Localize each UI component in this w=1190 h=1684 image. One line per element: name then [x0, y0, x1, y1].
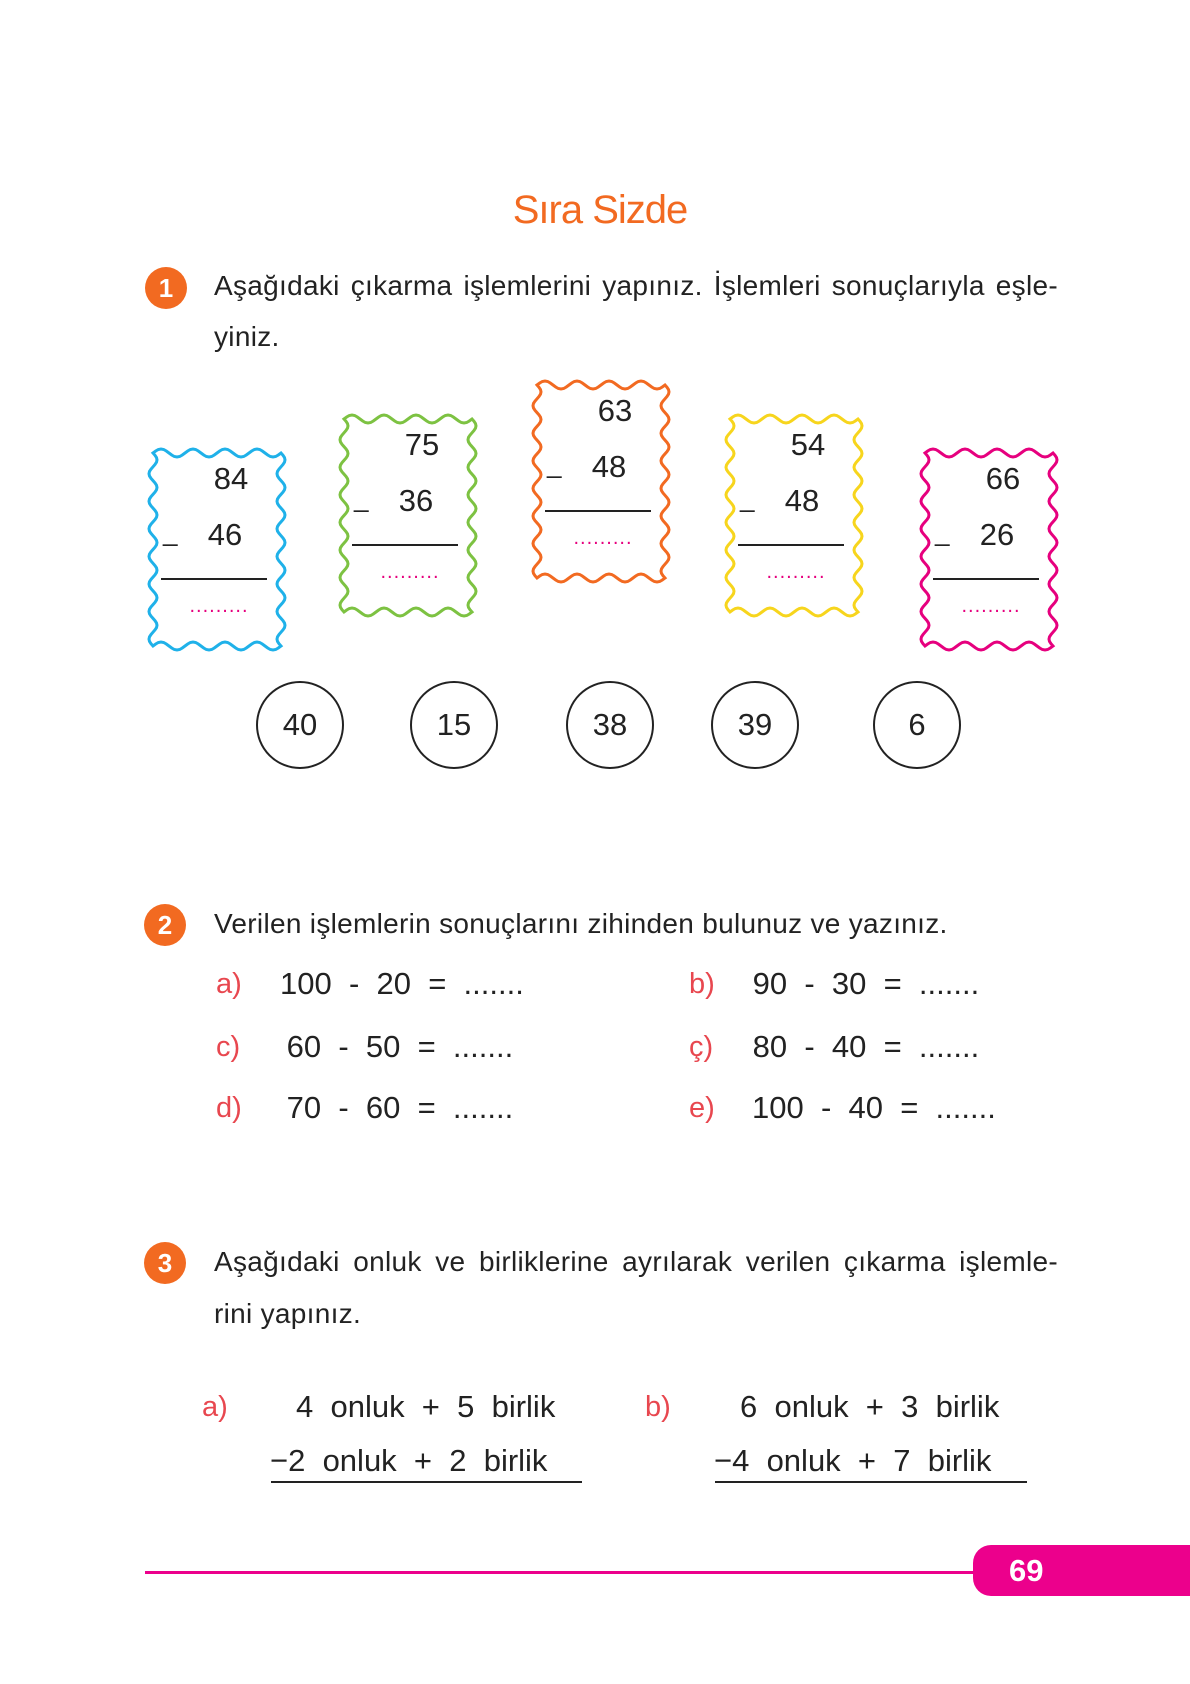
result-circle-2[interactable]: 15 — [410, 681, 498, 769]
subtraction-card-5 — [921, 449, 1057, 650]
operation-3a-line1: 4 onluk + 5 birlik — [296, 1389, 556, 1424]
minuend: 66 — [985, 461, 1021, 496]
item-label-a: a) — [216, 968, 242, 1000]
item-label-3a: a) — [202, 1391, 228, 1423]
subtraction-card-4 — [726, 415, 862, 616]
result-rule — [738, 544, 844, 546]
question-3-badge: 3 — [144, 1242, 186, 1284]
item-label-e: e) — [689, 1092, 715, 1124]
item-label-cc: ç) — [689, 1031, 714, 1063]
minus-sign: _ — [740, 483, 755, 513]
question-2-text: Verilen işlemlerin sonuçlarını zihinden bulunuz ve yazınız. — [214, 908, 948, 939]
operation-3b-line2: −4 onluk + 7 birlik — [714, 1443, 992, 1478]
result-rule — [352, 544, 458, 546]
item-label-3b: b) — [645, 1391, 671, 1423]
result-circle-4[interactable]: 39 — [711, 681, 799, 769]
page-number: 69 — [973, 1545, 1190, 1596]
question-1-badge: 1 — [145, 267, 187, 309]
result-rule — [545, 510, 651, 512]
answer-blank[interactable]: ......... — [766, 561, 826, 583]
subtrahend: 46 — [207, 517, 243, 552]
question-1-text-line1: Aşağıdaki çıkarma işlemlerini yapınız. İşlemleri sonuçlarıyla eşle- — [214, 270, 1058, 301]
item-label-c: c) — [216, 1031, 241, 1063]
question-3-text-line1: Aşağıdaki onluk ve birliklerine ayrılarak verilen çıkarma işlemle- — [214, 1246, 1058, 1277]
operation-3a-line2: −2 onluk + 2 birlik — [270, 1443, 548, 1478]
answer-blank[interactable]: ......... — [573, 527, 633, 549]
footer-divider — [145, 1571, 985, 1574]
operation-3b-line1: 6 onluk + 3 birlik — [740, 1389, 1000, 1424]
subtraction-card-1 — [149, 449, 285, 650]
result-circle-3[interactable]: 38 — [566, 681, 654, 769]
minuend: 84 — [213, 461, 249, 496]
item-label-b: b) — [689, 968, 715, 1000]
minus-sign: _ — [935, 517, 950, 547]
subtraction-card-3 — [533, 381, 669, 582]
result-rule — [161, 578, 267, 580]
item-label-d: d) — [216, 1092, 242, 1124]
minuend: 63 — [597, 393, 633, 428]
expression-b[interactable]: 90 - 30 = ....... — [744, 966, 980, 1001]
section-title: Sıra Sizde — [512, 188, 688, 232]
expression-a[interactable]: 100 - 20 = ....... — [280, 966, 524, 1001]
result-rule — [933, 578, 1039, 580]
subtraction-card-2 — [340, 415, 476, 616]
question-3-text-line2: rini yapınız. — [214, 1298, 362, 1329]
answer-line-3b — [715, 1481, 1027, 1483]
answer-line-3a — [271, 1481, 582, 1483]
expression-e[interactable]: 100 - 40 = ....... — [752, 1090, 996, 1125]
answer-blank[interactable]: ......... — [961, 595, 1021, 617]
subtrahend: 48 — [784, 483, 820, 518]
answer-blank[interactable]: ......... — [380, 561, 440, 583]
expression-d[interactable]: 70 - 60 = ....... — [278, 1090, 514, 1125]
question-2-badge: 2 — [144, 904, 186, 946]
minus-sign: _ — [163, 517, 178, 547]
minus-sign: _ — [354, 483, 369, 513]
result-circle-1[interactable]: 40 — [256, 681, 344, 769]
subtrahend: 36 — [398, 483, 434, 518]
minuend: 54 — [790, 427, 826, 462]
result-circle-5[interactable]: 6 — [873, 681, 961, 769]
question-1-text-line2: yiniz. — [214, 321, 280, 352]
expression-c[interactable]: 60 - 50 = ....... — [278, 1029, 514, 1064]
expression-cc[interactable]: 80 - 40 = ....... — [744, 1029, 980, 1064]
minuend: 75 — [404, 427, 440, 462]
answer-blank[interactable]: ......... — [189, 595, 249, 617]
subtrahend: 26 — [979, 517, 1015, 552]
subtrahend: 48 — [591, 449, 627, 484]
minus-sign: _ — [547, 449, 562, 479]
